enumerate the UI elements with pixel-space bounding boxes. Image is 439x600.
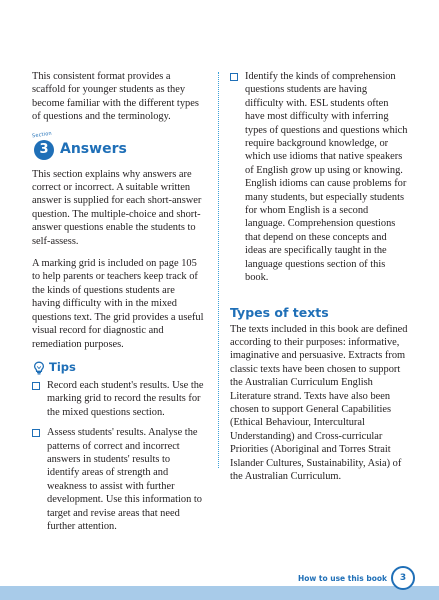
left-column bbox=[32, 70, 204, 540]
tips-list bbox=[32, 379, 204, 533]
column-divider bbox=[218, 72, 219, 468]
answers-paragraph-1: This section explains why answers are correct or incorrect. A suitable written answer is supplied for each short-answer question. The multiple-choice and short-answer questions enable the students to self-assess. bbox=[32, 168, 202, 247]
identify-list bbox=[230, 70, 408, 285]
types-of-texts-paragraph: The texts included in this book are defined according to their purposes: informative, imaginative and persuasive. Extracts from classic texts have been chosen to support the Australian Curriculum English Literature strand. Texts have also been chosen to support General Capabilities (Ethical Behaviour, Intercultural Understanding) and Cross-curricular Priorities (Aboriginal and Torres Strait Islander Cultures, Sustainability, Asia) of the Australian Curriculum. bbox=[230, 323, 408, 482]
page-number: 3 bbox=[391, 566, 415, 590]
section-tag: Section bbox=[31, 130, 53, 139]
list-item bbox=[230, 70, 408, 285]
tips-heading bbox=[32, 360, 204, 376]
square-bullet-icon bbox=[32, 382, 40, 390]
square-bullet-icon bbox=[230, 73, 238, 81]
intro-paragraph: This consistent format provides a scaffold for younger students as they become familiar with the different types of questions and the terminology. bbox=[32, 71, 199, 123]
tip-text: Record each student's results. Use the marking grid to record the results for the mixed questions section. bbox=[47, 379, 204, 418]
right-column bbox=[230, 70, 408, 492]
footer-label: How to use this book bbox=[297, 574, 387, 583]
answers-heading bbox=[31, 130, 204, 162]
footer-band bbox=[0, 586, 439, 600]
tip-text: Assess students' results. Analyse the patterns of correct and incorrect answers in students' results to identify areas of strength and weakness to assist with further development. Use this information to target and revise areas that need further attention. bbox=[47, 427, 202, 532]
tips-title: Tips bbox=[49, 359, 76, 374]
answers-paragraph-2: A marking grid is included on page 105 to help parents or teachers keep track of the kinds of questions students are having difficulty with in the mixed questions text. The grid provides a useful visual record for diagnostic and remediation purposes. bbox=[32, 258, 204, 350]
list-item bbox=[32, 426, 204, 533]
list-item bbox=[32, 379, 204, 419]
lightbulb-icon bbox=[32, 361, 46, 375]
answers-title: Answers bbox=[60, 140, 127, 157]
section-number-badge: 3 bbox=[34, 140, 54, 160]
types-of-texts-title: Types of texts bbox=[230, 304, 329, 320]
square-bullet-icon bbox=[32, 429, 40, 437]
identify-text: Identify the kinds of comprehension questions students are having difficulty with. ESL students often have most difficulty with inferring types of questions and questions which require background knowledge, or which use idioms that native speakers of English grow up using or knowing. English idioms can cause problems for many students, but especially students for whom English is a second language. Comprehension questions that depend on these concepts and ideas are specifically taught in the language questions section of this book. bbox=[245, 71, 408, 284]
